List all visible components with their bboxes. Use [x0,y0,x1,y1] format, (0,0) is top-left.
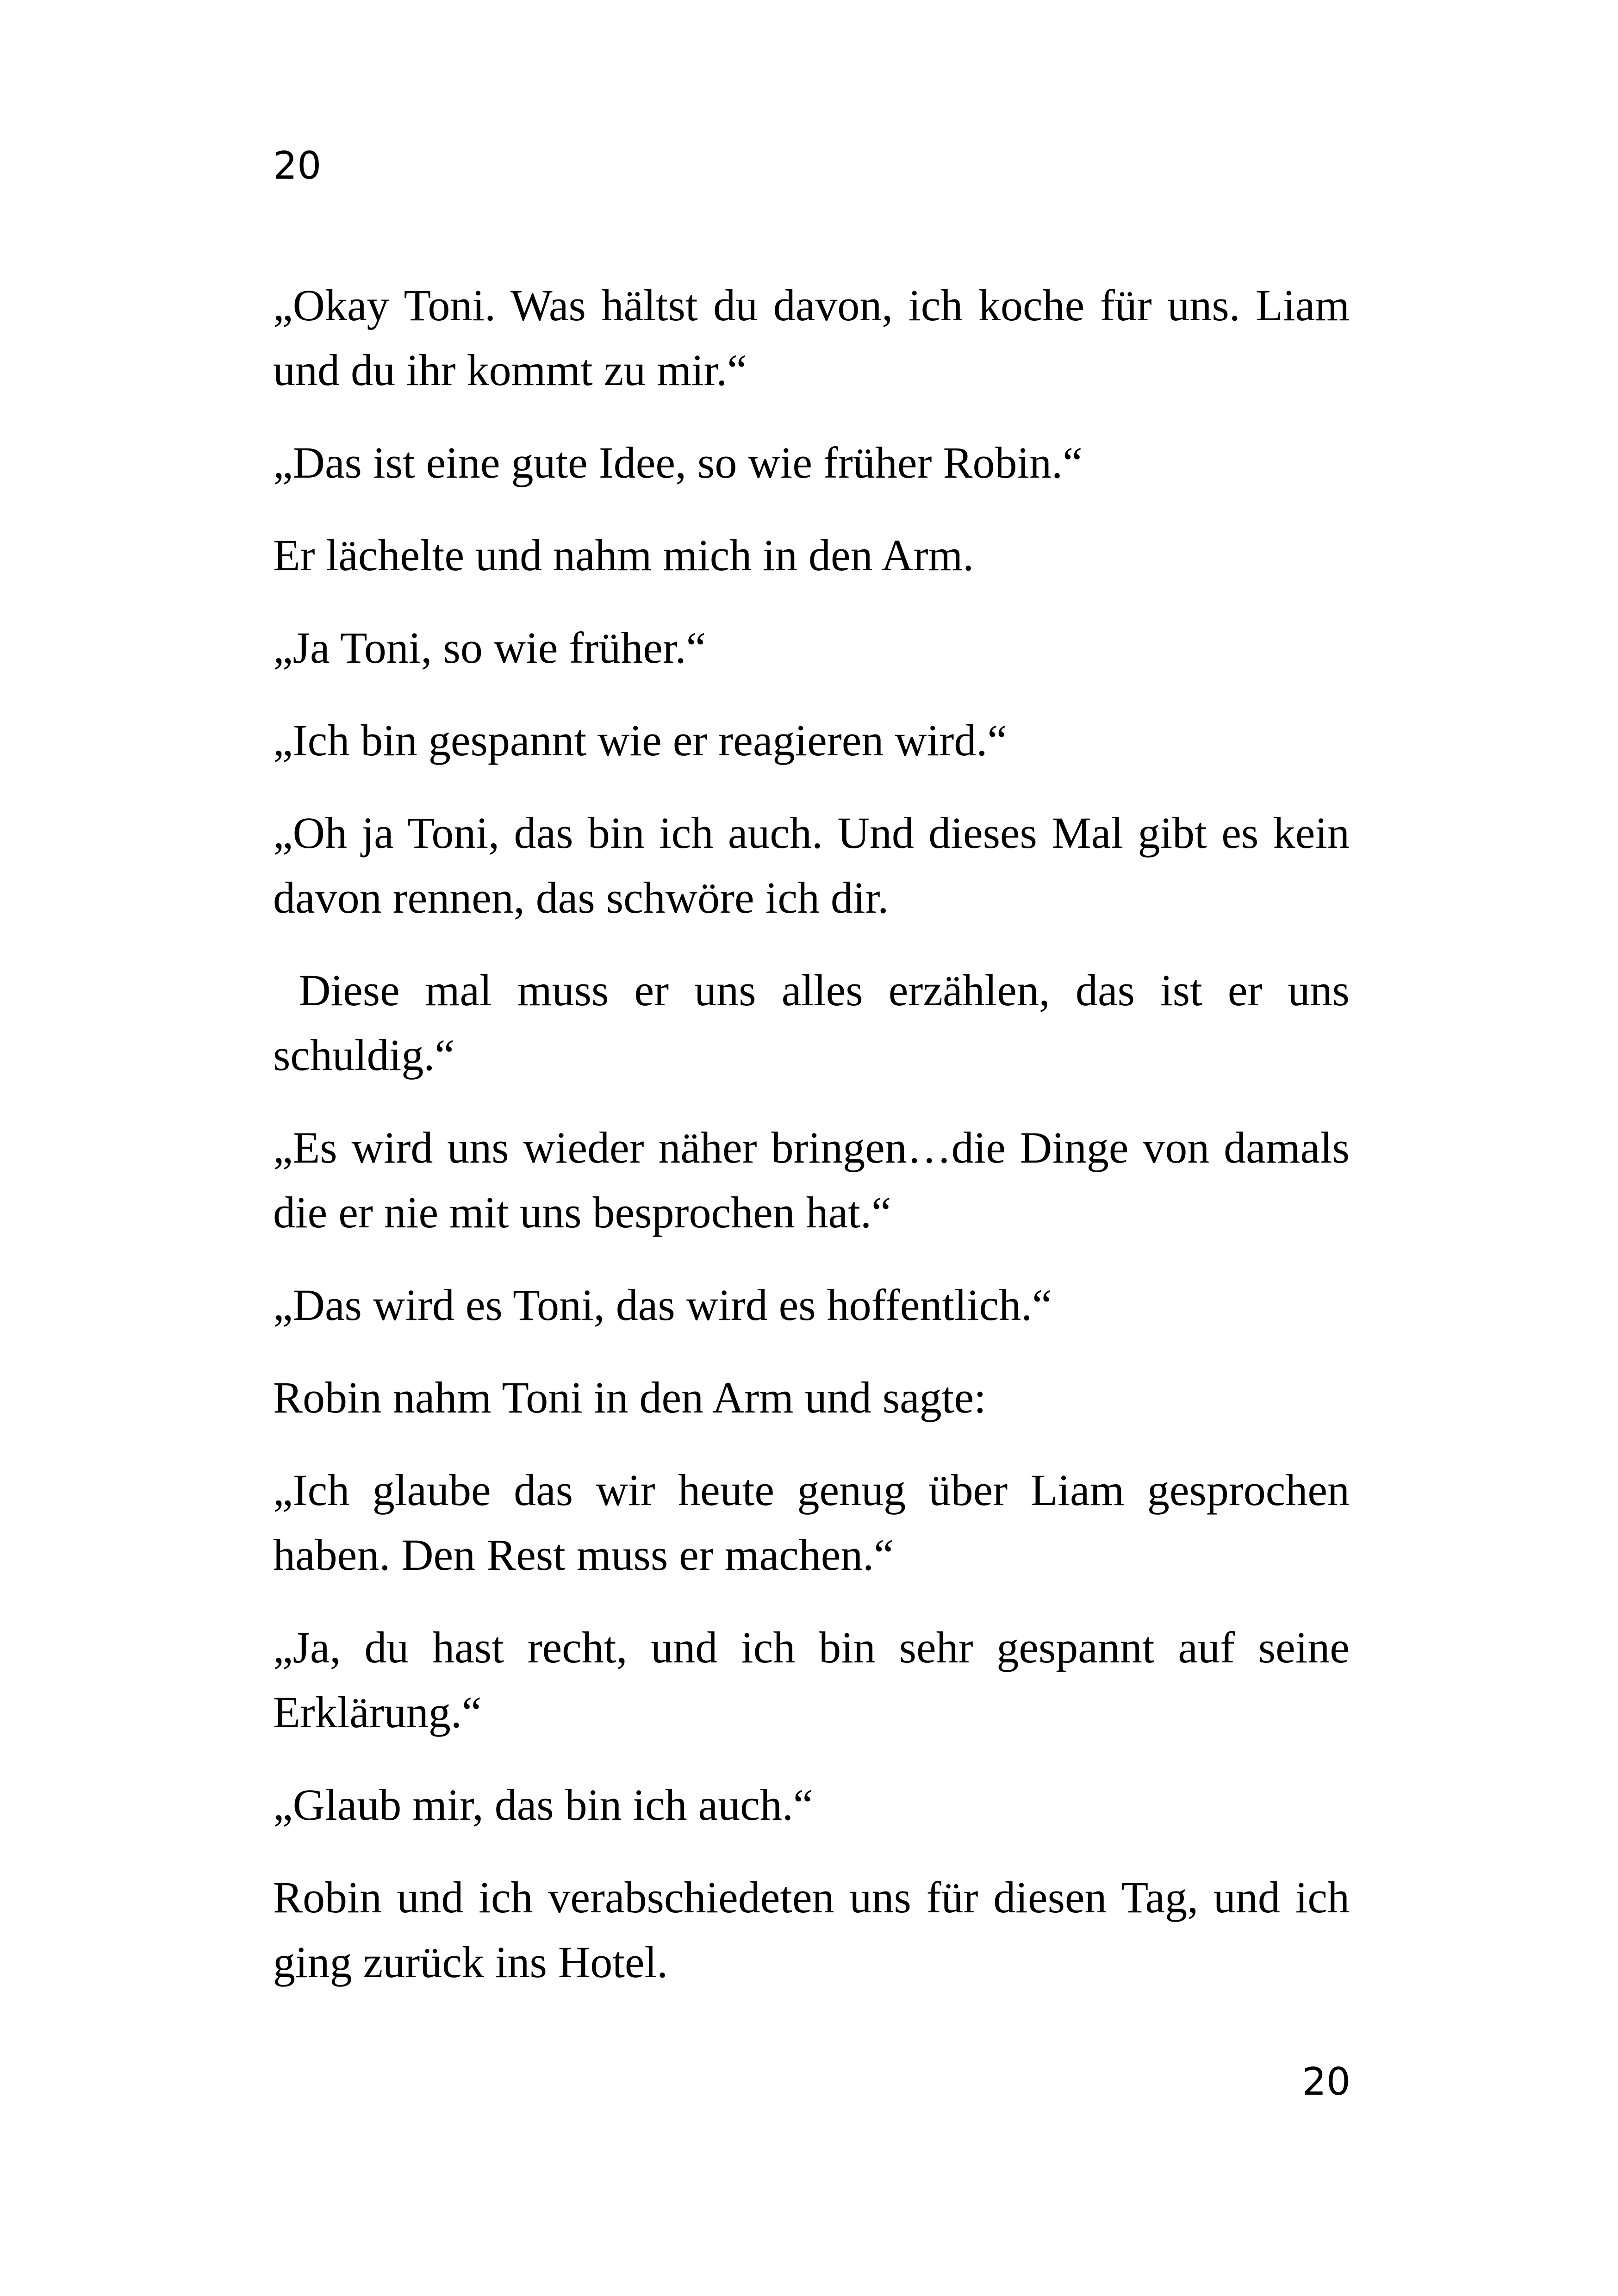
page-number-bottom: 20 [1302,2060,1350,2104]
paragraph: „Es wird uns wieder näher bringen…die Dinge von damals die er nie mit uns besprochen hat.“ [273,1123,1350,1237]
paragraph: Robin nahm Toni in den Arm und sagte: [273,1373,986,1422]
paragraph: „Ich glaube das wir heute genug über Liam gesprochen haben. Den Rest muss er machen.“ [273,1465,1350,1580]
paragraph: „Ja Toni, so wie früher.“ [273,623,706,672]
paragraph: „Das wird es Toni, das wird es hoffentlich.“ [273,1280,1052,1330]
paragraph: „Glaub mir, das bin ich auch.“ [273,1780,813,1829]
paragraph: „Ja, du hast recht, und ich bin sehr gespannt auf seine Erklärung.“ [273,1623,1350,1737]
paragraph: Robin und ich verabschiedeten uns für diesen Tag, und ich ging zurück ins Hotel. [273,1873,1350,1987]
paragraph: Diese mal muss er uns alles erzählen, das ist er uns schuldig.“ [273,965,1361,1080]
page-number-top: 20 [273,144,322,188]
paragraph: „Ich bin gespannt wie er reagieren wird.“ [273,716,1007,765]
paragraph: Er lächelte und nahm mich in den Arm. [273,530,974,580]
body-text [273,273,1361,2022]
paragraph: „Oh ja Toni, das bin ich auch. Und dieses Mal gibt es kein davon rennen, das schwöre ich dir. [273,808,1350,922]
paragraph: „Okay Toni. Was hältst du davon, ich koche für uns. Liam und du ihr kommt zu mir.“ [273,280,1350,395]
paragraph: „Das ist eine gute Idee, so wie früher Robin.“ [273,438,1083,487]
